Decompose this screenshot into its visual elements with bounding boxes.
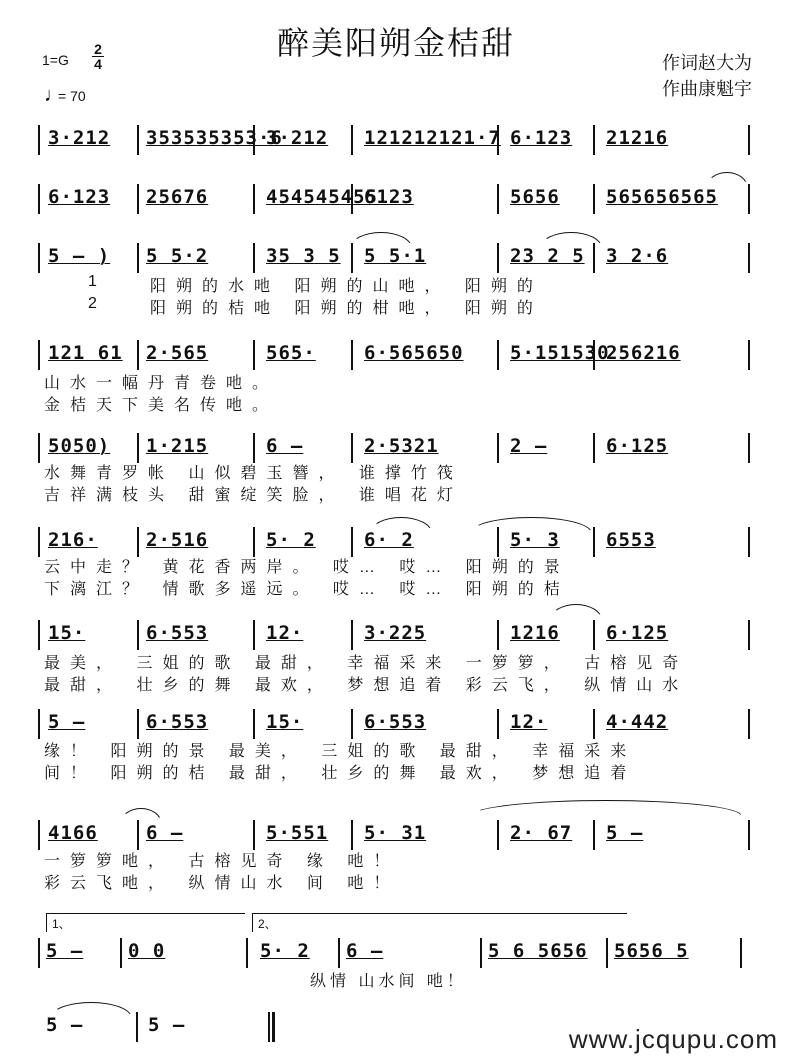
- barline: [268, 1012, 270, 1042]
- barline: [137, 184, 139, 214]
- measure-notes: 6 –: [266, 435, 304, 457]
- lyric-verse-2: 彩云飞吔， 纵情山水 间 吔！: [44, 875, 400, 892]
- measure-notes: 353535353·6: [146, 127, 283, 149]
- measure-notes: 6123: [364, 186, 414, 208]
- barline: [137, 433, 139, 463]
- barline: [38, 620, 40, 650]
- measure-notes: 6·565650: [364, 342, 464, 364]
- slur: [470, 800, 742, 816]
- barline: [137, 125, 139, 155]
- measure-notes: 5 5·1: [364, 245, 427, 267]
- barline: [38, 820, 40, 850]
- measure-notes: 6·125: [606, 622, 669, 644]
- barline: [593, 527, 595, 557]
- barline: [137, 527, 139, 557]
- barline: [748, 709, 750, 739]
- barline: [748, 433, 750, 463]
- barline: [38, 125, 40, 155]
- measure-notes: 35 3 5: [266, 245, 341, 267]
- barline: [740, 938, 742, 968]
- measure-notes: 6·123: [48, 186, 111, 208]
- measure-notes: 6553: [606, 529, 656, 551]
- barline: [253, 709, 255, 739]
- lyric-verse-1: 云中走？ 黄花香两岸。 哎… 哎… 阳朔的景: [44, 559, 570, 576]
- barline: [497, 184, 499, 214]
- measure-notes: 6·553: [364, 711, 427, 733]
- measure-notes: 15·: [266, 711, 304, 733]
- barline: [351, 709, 353, 739]
- barline: [253, 527, 255, 557]
- measure-notes: 1·215: [146, 435, 209, 457]
- measure-notes: 6·553: [146, 711, 209, 733]
- slur: [350, 232, 412, 248]
- staff-row: [40, 340, 752, 370]
- ending-row: [40, 938, 752, 968]
- barline: [351, 125, 353, 155]
- measure-notes: 5 6 5656: [488, 940, 588, 962]
- measure-notes: 3·212: [48, 127, 111, 149]
- barline: [497, 433, 499, 463]
- measure-notes: 5·551: [266, 822, 329, 844]
- barline: [748, 820, 750, 850]
- measure-notes: 6·123: [510, 127, 573, 149]
- barline: [593, 620, 595, 650]
- barline: [497, 709, 499, 739]
- measure-notes: 4·442: [606, 711, 669, 733]
- barline: [351, 433, 353, 463]
- measure-notes: 5 –: [606, 822, 644, 844]
- measure-notes: 12·: [510, 711, 548, 733]
- barline: [351, 340, 353, 370]
- measure-notes: 25676: [146, 186, 209, 208]
- measure-notes: 5656: [510, 186, 560, 208]
- slur: [470, 517, 592, 533]
- barline: [38, 527, 40, 557]
- barline: [38, 243, 40, 273]
- barline: [351, 620, 353, 650]
- tempo: = 70: [58, 88, 86, 104]
- measure-notes: 6·553: [146, 622, 209, 644]
- barline: [497, 243, 499, 273]
- lyric-verse-1: 水舞青罗帐 山似碧玉簪， 谁撑竹筏: [44, 465, 463, 482]
- measure-notes: 3·212: [266, 127, 329, 149]
- barline: [38, 184, 40, 214]
- measure-notes: 2·516: [146, 529, 209, 551]
- barline: [253, 184, 255, 214]
- slur: [50, 1002, 132, 1018]
- measure-notes: 5·151530: [510, 342, 610, 364]
- staff-row: [40, 184, 752, 214]
- measure-notes: 2 –: [510, 435, 548, 457]
- measure-notes: 256216: [606, 342, 681, 364]
- barline: [593, 820, 595, 850]
- measure-notes: 5 – ): [48, 245, 111, 267]
- barline: [593, 184, 595, 214]
- slur: [370, 517, 432, 533]
- barline: [246, 938, 248, 968]
- slur: [706, 172, 748, 188]
- barline: [748, 184, 750, 214]
- measure-notes: 1216: [510, 622, 560, 644]
- measure-notes: 5 –: [46, 940, 84, 962]
- staff-row: [40, 709, 752, 739]
- song-title: 醉美阳朔金桔甜: [276, 25, 515, 61]
- lyric-verse-1: 阳朔的水吔 阳朔的山吔， 阳朔的: [150, 278, 543, 295]
- measure-notes: 5656 5: [614, 940, 689, 962]
- measure-notes: 5· 2: [260, 940, 310, 962]
- measure-notes: 3·225: [364, 622, 427, 644]
- measure-notes: 121212121·7: [364, 127, 501, 149]
- barline: [38, 340, 40, 370]
- barline: [497, 820, 499, 850]
- credits: [662, 50, 752, 102]
- barline: [253, 620, 255, 650]
- volta-label-2: 2、: [258, 917, 277, 931]
- measure-notes: 454545455: [266, 186, 378, 208]
- measure-notes: 565656565: [606, 186, 718, 208]
- time-numerator: 2: [94, 41, 102, 57]
- measure-notes: 5· 31: [364, 822, 427, 844]
- watermark: www.jcqupu.com: [568, 1024, 778, 1054]
- slur: [540, 232, 602, 248]
- volta-bracket-2: [252, 913, 627, 932]
- measure-notes: 2·5321: [364, 435, 439, 457]
- measure-notes: 3 2·6: [606, 245, 669, 267]
- lyric-verse-2: 下漓江？ 情歌多遥远。 哎… 哎… 阳朔的桔: [44, 581, 570, 598]
- lyric-verse-2: 金桔天下美名传吔。: [44, 397, 279, 414]
- barline: [748, 243, 750, 273]
- barline: [272, 1012, 275, 1042]
- measure-notes: 12·: [266, 622, 304, 644]
- measure-notes: 6·125: [606, 435, 669, 457]
- lyric-verse-2: 最甜， 壮乡的舞 最欢， 梦想追着 彩云飞， 纵情山水: [44, 677, 689, 694]
- quarter-note-icon: ♩: [44, 84, 64, 106]
- measure-notes: 15·: [48, 622, 86, 644]
- time-denominator: 4: [92, 56, 104, 71]
- measure-notes: 6 –: [346, 940, 384, 962]
- lyric-verse-1: 一箩箩吔， 古榕见奇 缘 吔！: [44, 853, 400, 870]
- barline: [38, 709, 40, 739]
- verse-number: 2: [88, 295, 97, 312]
- barline: [137, 243, 139, 273]
- lyric-verse-2: 间！ 阳朔的桔 最甜， 壮乡的舞 最欢， 梦想追着: [44, 765, 637, 782]
- barline: [606, 938, 608, 968]
- volta-label-1: 1、: [52, 917, 71, 931]
- barline: [38, 433, 40, 463]
- measure-notes: 2· 67: [510, 822, 573, 844]
- lyricist: 作词赵大为: [662, 53, 752, 73]
- staff-row: [40, 820, 752, 850]
- lyric-verse-1: 缘！ 阳朔的景 最美， 三姐的歌 最甜， 幸福采来: [44, 743, 637, 760]
- barline: [748, 125, 750, 155]
- measure-notes: 0 0: [128, 940, 166, 962]
- composer: 作曲康魁宇: [662, 79, 752, 99]
- barline: [351, 527, 353, 557]
- barline: [38, 938, 40, 968]
- measure-notes: 6· 2: [364, 529, 414, 551]
- measure-notes: 4166: [48, 822, 98, 844]
- measure-notes: 5· 3: [510, 529, 560, 551]
- barline: [137, 340, 139, 370]
- barline: [593, 709, 595, 739]
- barline: [748, 340, 750, 370]
- lyric-verse-1: 最美， 三姐的歌 最甜， 幸福采来 一箩箩， 古榕见奇: [44, 655, 689, 672]
- time-signature: [92, 42, 104, 71]
- measure-notes: 5 –: [48, 711, 86, 733]
- measure-notes: 21216: [606, 127, 669, 149]
- barline: [253, 433, 255, 463]
- barline: [351, 820, 353, 850]
- measure-notes: 5 –: [148, 1014, 186, 1036]
- barline: [497, 340, 499, 370]
- measure-notes: 5· 2: [266, 529, 316, 551]
- staff-row: [40, 433, 752, 463]
- ending-lyric: 纵情 山水间 吔！: [310, 973, 467, 990]
- lyric-verse-2: 吉祥满枝头 甜蜜绽笑脸， 谁唱花灯: [44, 487, 463, 504]
- barline: [748, 620, 750, 650]
- barline: [253, 340, 255, 370]
- slur: [550, 604, 602, 620]
- barline: [748, 527, 750, 557]
- staff-row: [40, 620, 752, 650]
- barline: [137, 620, 139, 650]
- measure-notes: 216·: [48, 529, 98, 551]
- measure-notes: 5 5·2: [146, 245, 209, 267]
- measure-notes: 23 2 5: [510, 245, 585, 267]
- measure-notes: 6 –: [146, 822, 184, 844]
- barline: [136, 1012, 138, 1042]
- measure-notes: 565·: [266, 342, 316, 364]
- barline: [137, 820, 139, 850]
- barline: [120, 938, 122, 968]
- lyric-verse-1: 山水一幅丹青卷吔。: [44, 375, 279, 392]
- barline: [137, 709, 139, 739]
- measure-notes: 5050): [48, 435, 111, 457]
- measure-notes: 2·565: [146, 342, 209, 364]
- barline: [480, 938, 482, 968]
- slur: [120, 808, 162, 824]
- measure-notes: 121 61: [48, 342, 123, 364]
- key-signature: 1=G: [42, 52, 69, 68]
- barline: [497, 620, 499, 650]
- verse-number: 1: [88, 273, 97, 290]
- volta-bracket-1: [46, 913, 245, 932]
- barline: [593, 125, 595, 155]
- measure-notes: 5 –: [46, 1014, 84, 1036]
- staff-row: [40, 125, 752, 155]
- barline: [253, 243, 255, 273]
- barline: [253, 820, 255, 850]
- lyric-verse-2: 阳朔的桔吔 阳朔的柑吔， 阳朔的: [150, 300, 543, 317]
- barline: [338, 938, 340, 968]
- barline: [593, 433, 595, 463]
